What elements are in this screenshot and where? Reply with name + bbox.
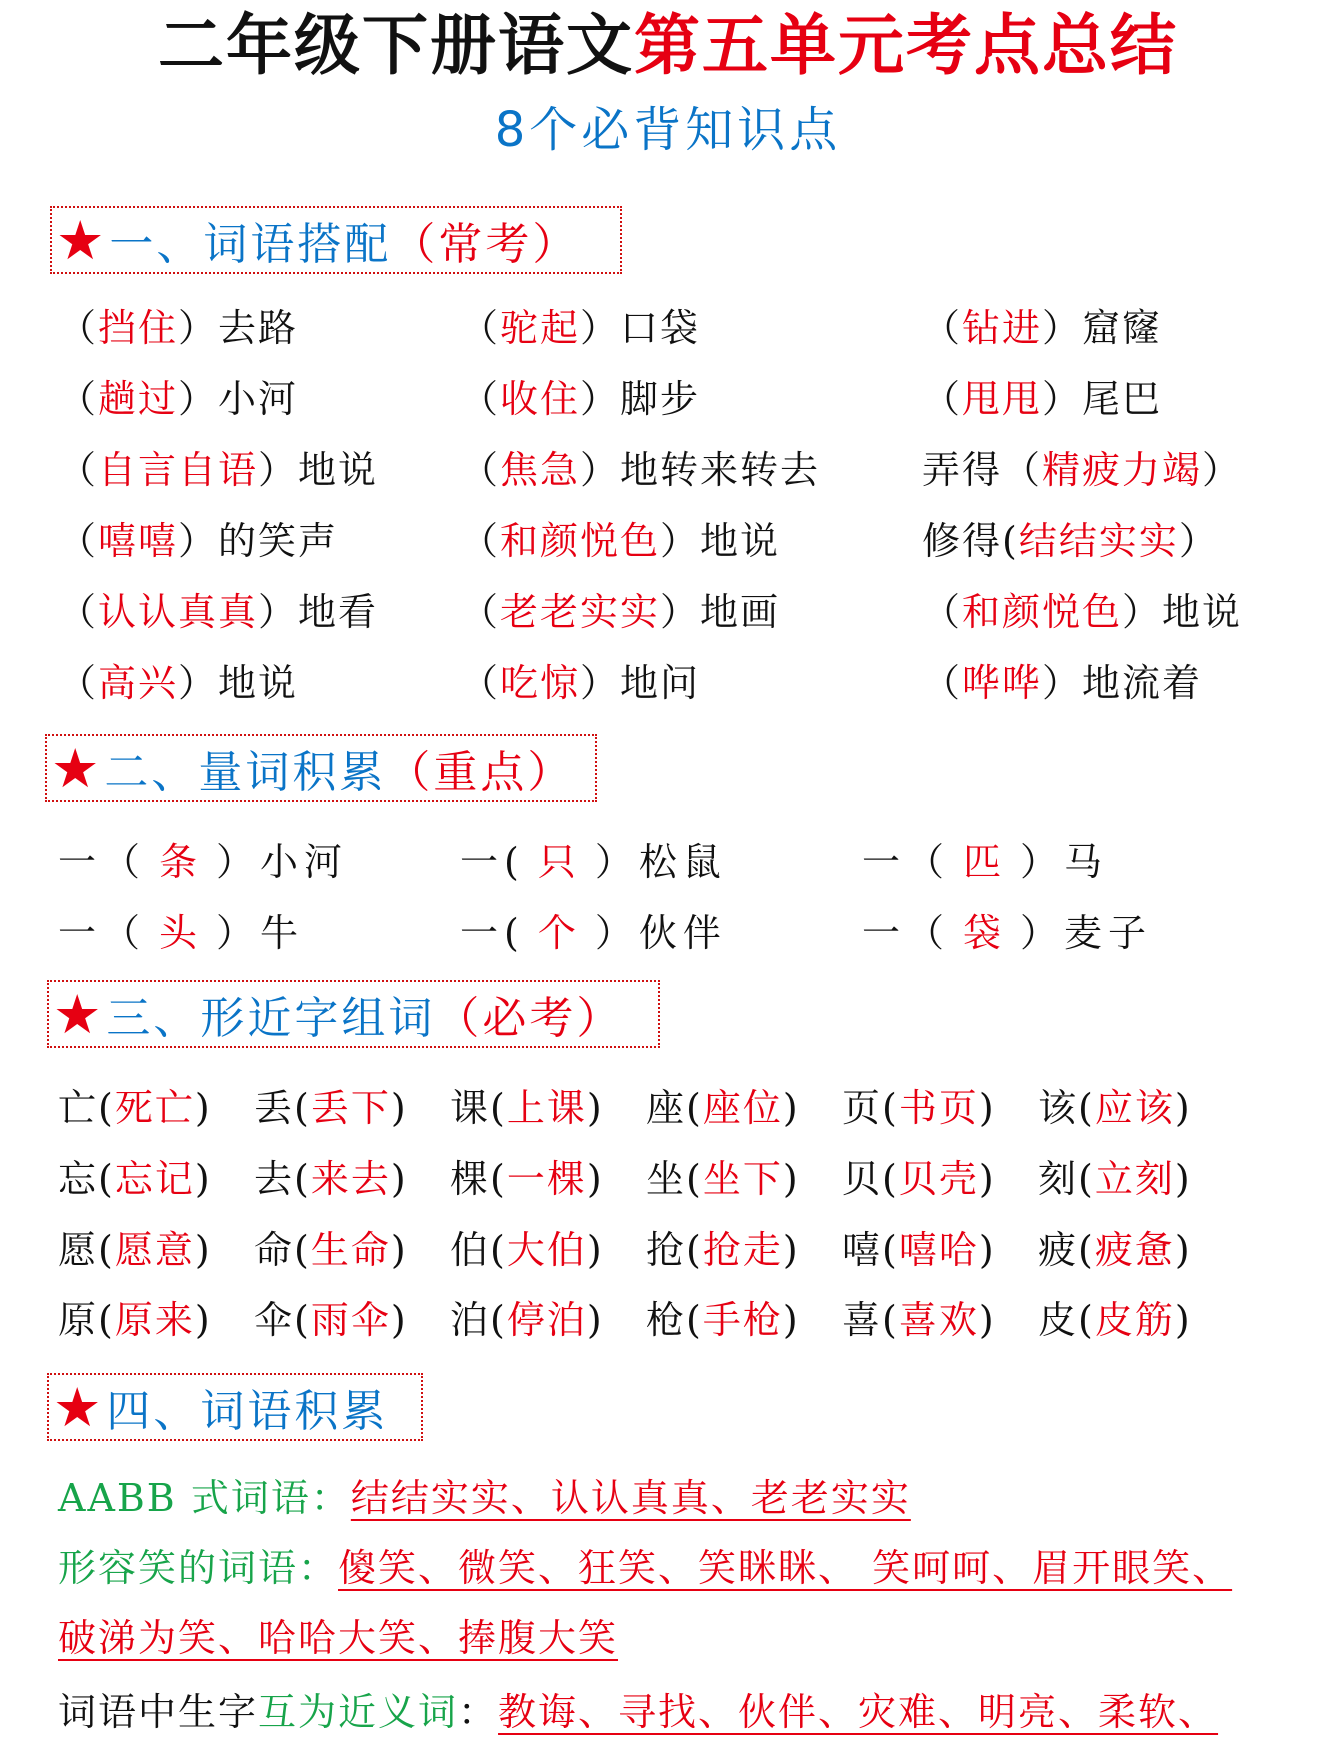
section-label: 四、词语积累 bbox=[106, 1386, 389, 1437]
collocation-prefix: （ bbox=[922, 377, 963, 421]
paren-open: ( bbox=[98, 1157, 115, 1201]
similar-char: 棵 bbox=[450, 1157, 491, 1201]
collocation-item bbox=[58, 513, 338, 569]
paren-open: ( bbox=[490, 1298, 507, 1342]
collocation-answer: 哗哗 bbox=[962, 661, 1043, 705]
similar-char-word: 座位 bbox=[702, 1086, 783, 1130]
measure-word-prefix: 一（ bbox=[862, 840, 951, 884]
collocation-suffix: ）地看 bbox=[258, 590, 379, 634]
collocation-prefix: （ bbox=[58, 661, 99, 705]
paren-close: ) bbox=[194, 1086, 212, 1130]
similar-char-word: 立刻 bbox=[1094, 1157, 1175, 1201]
collocation-prefix: （ bbox=[58, 519, 99, 563]
paren-open: ( bbox=[1078, 1157, 1095, 1201]
paren-close: ) bbox=[782, 1228, 800, 1272]
section-label: 一、词语搭配 bbox=[109, 219, 392, 270]
paren-open: ( bbox=[294, 1157, 311, 1201]
similar-char-word: 丢下 bbox=[310, 1086, 391, 1130]
collocation-prefix: （ bbox=[58, 448, 99, 492]
similar-char: 座 bbox=[646, 1086, 687, 1130]
star-icon: ★ bbox=[56, 208, 108, 272]
collocation-suffix: ）地流着 bbox=[1042, 661, 1203, 705]
similar-char: 原 bbox=[58, 1298, 99, 1342]
collocation-prefix: （ bbox=[58, 590, 99, 634]
paren-close: ) bbox=[194, 1228, 212, 1272]
vocab-aabb-line bbox=[58, 1470, 911, 1526]
collocation-item bbox=[460, 300, 700, 356]
measure-word-suffix: ）麦子 bbox=[1020, 911, 1153, 955]
measure-word-prefix: 一（ bbox=[862, 911, 951, 955]
similar-char: 忘 bbox=[58, 1157, 99, 1201]
similar-char-item bbox=[58, 1080, 212, 1136]
similar-char: 抢 bbox=[646, 1228, 687, 1272]
similar-char-item bbox=[842, 1151, 996, 1207]
measure-word-suffix: ）松鼠 bbox=[594, 840, 727, 884]
similar-char-item bbox=[450, 1151, 604, 1207]
section-heading-similar-chars bbox=[47, 980, 660, 1048]
similar-char-word: 死亡 bbox=[114, 1086, 195, 1130]
similar-char-item bbox=[646, 1080, 800, 1136]
collocation-prefix: （ bbox=[922, 306, 963, 350]
paren-open: ( bbox=[882, 1086, 899, 1130]
collocation-suffix: ） bbox=[1202, 448, 1243, 492]
collocation-item bbox=[460, 655, 700, 711]
paren-open: ( bbox=[1078, 1086, 1095, 1130]
measure-word-suffix: ）马 bbox=[1020, 840, 1109, 884]
collocation-answer: 精疲力竭 bbox=[1042, 448, 1203, 492]
section-heading-vocabulary bbox=[47, 1373, 423, 1441]
vocab-synonym-label-prefix: 词语中生字 bbox=[58, 1690, 259, 1734]
paren-close: ) bbox=[586, 1086, 604, 1130]
section-heading-measure-words bbox=[45, 734, 597, 802]
paren-close: ) bbox=[586, 1157, 604, 1201]
collocation-suffix: ）地说 bbox=[1122, 590, 1243, 634]
paren-close: ) bbox=[978, 1086, 996, 1130]
paren-open: ( bbox=[294, 1086, 311, 1130]
star-icon: ★ bbox=[53, 982, 105, 1046]
section-tag: （必考） bbox=[435, 993, 624, 1044]
measure-word-suffix: ）小河 bbox=[216, 840, 349, 884]
measure-word-answer: 个 bbox=[537, 911, 582, 955]
collocation-answer: 嘻嘻 bbox=[98, 519, 179, 563]
paren-open: ( bbox=[294, 1228, 311, 1272]
measure-word-answer: 条 bbox=[159, 840, 204, 884]
similar-char-word: 嘻哈 bbox=[898, 1228, 979, 1272]
collocation-prefix: （ bbox=[460, 306, 501, 350]
similar-char-word: 贝壳 bbox=[898, 1157, 979, 1201]
measure-word-answer: 头 bbox=[159, 911, 204, 955]
similar-char-item bbox=[254, 1151, 408, 1207]
collocation-prefix: （ bbox=[58, 306, 99, 350]
measure-word-item bbox=[862, 834, 1108, 890]
paren-close: ) bbox=[782, 1298, 800, 1342]
similar-char-word: 皮筋 bbox=[1094, 1298, 1175, 1342]
similar-char: 泊 bbox=[450, 1298, 491, 1342]
measure-word-suffix: ）牛 bbox=[216, 911, 305, 955]
section-tag: （常考） bbox=[391, 219, 580, 270]
similar-char-item bbox=[842, 1292, 996, 1348]
collocation-suffix: ）小河 bbox=[178, 377, 299, 421]
collocation-item bbox=[460, 442, 820, 498]
collocation-suffix: ）地说 bbox=[258, 448, 379, 492]
paren-close: ) bbox=[1174, 1086, 1192, 1130]
measure-word-answer: 匹 bbox=[963, 840, 1008, 884]
collocation-answer: 挡住 bbox=[98, 306, 179, 350]
collocation-suffix: ）脚步 bbox=[580, 377, 701, 421]
star-icon: ★ bbox=[53, 1375, 105, 1439]
paren-close: ) bbox=[390, 1157, 408, 1201]
similar-char: 该 bbox=[1038, 1086, 1079, 1130]
similar-char-item bbox=[646, 1151, 800, 1207]
similar-char-item bbox=[1038, 1222, 1192, 1278]
paren-open: ( bbox=[1078, 1298, 1095, 1342]
similar-char-item bbox=[1038, 1151, 1192, 1207]
collocation-prefix: （ bbox=[922, 590, 963, 634]
paren-open: ( bbox=[98, 1228, 115, 1272]
measure-word-suffix: ）伙伴 bbox=[594, 911, 727, 955]
similar-char-word: 上课 bbox=[506, 1086, 587, 1130]
similar-char-word: 原来 bbox=[114, 1298, 195, 1342]
similar-char: 亡 bbox=[58, 1086, 99, 1130]
star-icon: ★ bbox=[51, 736, 103, 800]
paren-close: ) bbox=[390, 1086, 408, 1130]
similar-char-word: 抢走 bbox=[702, 1228, 783, 1272]
similar-char-item bbox=[646, 1292, 800, 1348]
collocation-suffix: ）地画 bbox=[660, 590, 781, 634]
paren-close: ) bbox=[782, 1157, 800, 1201]
paren-open: ( bbox=[882, 1228, 899, 1272]
vocab-aabb-label: AABB 式词语： bbox=[58, 1476, 351, 1520]
measure-word-item bbox=[58, 834, 348, 890]
paren-close: ) bbox=[586, 1228, 604, 1272]
collocation-prefix: （ bbox=[58, 377, 99, 421]
collocation-item bbox=[460, 513, 780, 569]
similar-char-word: 坐下 bbox=[702, 1157, 783, 1201]
similar-char-word: 生命 bbox=[310, 1228, 391, 1272]
similar-char-item bbox=[1038, 1080, 1192, 1136]
measure-word-answer: 只 bbox=[537, 840, 582, 884]
similar-char-word: 喜欢 bbox=[898, 1298, 979, 1342]
similar-char-item bbox=[58, 1151, 212, 1207]
paren-open: ( bbox=[1078, 1228, 1095, 1272]
measure-word-answer: 袋 bbox=[963, 911, 1008, 955]
paren-close: ) bbox=[390, 1228, 408, 1272]
similar-char-word: 大伯 bbox=[506, 1228, 587, 1272]
collocation-answer: 收住 bbox=[500, 377, 581, 421]
vocab-synonym-colon: ： bbox=[458, 1690, 499, 1734]
collocation-item bbox=[460, 584, 780, 640]
measure-word-prefix: 一( bbox=[460, 911, 525, 955]
collocation-answer: 结结实实 bbox=[1018, 519, 1179, 563]
vocab-laugh-label: 形容笑的词语： bbox=[58, 1546, 339, 1590]
paren-open: ( bbox=[490, 1157, 507, 1201]
paren-open: ( bbox=[98, 1298, 115, 1342]
similar-char-item bbox=[58, 1292, 212, 1348]
collocation-item bbox=[460, 371, 700, 427]
paren-close: ) bbox=[390, 1298, 408, 1342]
paren-close: ) bbox=[1174, 1157, 1192, 1201]
similar-char-item bbox=[254, 1292, 408, 1348]
paren-close: ) bbox=[1174, 1228, 1192, 1272]
paren-open: ( bbox=[98, 1086, 115, 1130]
section-label: 二、量词积累 bbox=[104, 747, 387, 798]
similar-char-item bbox=[842, 1222, 996, 1278]
vocab-laugh-line-2 bbox=[58, 1610, 618, 1666]
paren-close: ) bbox=[586, 1298, 604, 1342]
paren-close: ) bbox=[194, 1298, 212, 1342]
collocation-item bbox=[58, 584, 378, 640]
collocation-answer: 认认真真 bbox=[98, 590, 259, 634]
collocation-item bbox=[922, 513, 1219, 569]
similar-char-item bbox=[842, 1080, 996, 1136]
collocation-suffix: ）地说 bbox=[660, 519, 781, 563]
section-label: 三、形近字组词 bbox=[106, 993, 436, 1044]
paren-close: ) bbox=[194, 1157, 212, 1201]
collocation-item bbox=[58, 442, 378, 498]
paren-close: ) bbox=[978, 1228, 996, 1272]
similar-char: 枪 bbox=[646, 1298, 687, 1342]
paren-close: ) bbox=[978, 1298, 996, 1342]
vocab-laugh-words-1: 傻笑、微笑、狂笑、笑眯眯、 笑呵呵、眉开眼笑、 bbox=[338, 1546, 1233, 1590]
collocation-answer: 和颜悦色 bbox=[962, 590, 1123, 634]
collocation-suffix: ）口袋 bbox=[580, 306, 701, 350]
collocation-answer: 老老实实 bbox=[500, 590, 661, 634]
collocation-item bbox=[58, 300, 298, 356]
measure-word-prefix: 一（ bbox=[58, 911, 147, 955]
similar-char: 嘻 bbox=[842, 1228, 883, 1272]
similar-char: 伞 bbox=[254, 1298, 295, 1342]
collocation-prefix: （ bbox=[460, 590, 501, 634]
measure-word-item bbox=[58, 905, 304, 961]
vocab-aabb-words: 结结实实、认认真真、老老实实 bbox=[350, 1476, 911, 1520]
collocation-suffix: ）窟窿 bbox=[1042, 306, 1163, 350]
similar-char: 喜 bbox=[842, 1298, 883, 1342]
paren-open: ( bbox=[490, 1228, 507, 1272]
similar-char: 坐 bbox=[646, 1157, 687, 1201]
similar-char: 丢 bbox=[254, 1086, 295, 1130]
vocab-synonym-label: 互为近义词 bbox=[258, 1690, 459, 1734]
title-part-unit: 第五单元考点总结 bbox=[634, 7, 1178, 84]
collocation-item bbox=[58, 655, 298, 711]
similar-char: 伯 bbox=[450, 1228, 491, 1272]
collocation-suffix: ）去路 bbox=[178, 306, 299, 350]
paren-close: ) bbox=[978, 1157, 996, 1201]
paren-open: ( bbox=[686, 1157, 703, 1201]
collocation-suffix: ）地转来转去 bbox=[580, 448, 821, 492]
similar-char-item bbox=[254, 1222, 408, 1278]
similar-char-item bbox=[254, 1080, 408, 1136]
similar-char: 愿 bbox=[58, 1228, 99, 1272]
collocation-prefix: 修得( bbox=[922, 519, 1019, 563]
similar-char: 疲 bbox=[1038, 1228, 1079, 1272]
collocation-prefix: （ bbox=[922, 661, 963, 705]
title-part-grade: 二年级下册语文 bbox=[158, 7, 634, 84]
collocation-item bbox=[922, 442, 1242, 498]
similar-char: 贝 bbox=[842, 1157, 883, 1201]
similar-char: 命 bbox=[254, 1228, 295, 1272]
similar-char: 去 bbox=[254, 1157, 295, 1201]
similar-char: 皮 bbox=[1038, 1298, 1079, 1342]
collocation-answer: 和颜悦色 bbox=[500, 519, 661, 563]
collocation-answer: 自言自语 bbox=[98, 448, 259, 492]
similar-char-word: 疲惫 bbox=[1094, 1228, 1175, 1272]
collocation-prefix: 弄得（ bbox=[922, 448, 1043, 492]
vocab-laugh-line bbox=[58, 1540, 1232, 1596]
similar-char: 刻 bbox=[1038, 1157, 1079, 1201]
similar-char-word: 忘记 bbox=[114, 1157, 195, 1201]
section-heading-collocation bbox=[50, 206, 622, 274]
similar-char-item bbox=[450, 1222, 604, 1278]
similar-char-word: 书页 bbox=[898, 1086, 979, 1130]
collocation-suffix: ） bbox=[1178, 519, 1219, 563]
collocation-answer: 钻进 bbox=[962, 306, 1043, 350]
collocation-suffix: ）地说 bbox=[178, 661, 299, 705]
similar-char-word: 愿意 bbox=[114, 1228, 195, 1272]
measure-word-item bbox=[460, 905, 727, 961]
similar-char-word: 停泊 bbox=[506, 1298, 587, 1342]
collocation-answer: 焦急 bbox=[500, 448, 581, 492]
section-tag: （重点） bbox=[386, 747, 575, 798]
similar-char-word: 一棵 bbox=[506, 1157, 587, 1201]
collocation-item bbox=[922, 655, 1202, 711]
similar-char: 课 bbox=[450, 1086, 491, 1130]
paren-close: ) bbox=[782, 1086, 800, 1130]
measure-word-prefix: 一( bbox=[460, 840, 525, 884]
collocation-item bbox=[922, 300, 1162, 356]
paren-open: ( bbox=[882, 1298, 899, 1342]
collocation-prefix: （ bbox=[460, 519, 501, 563]
similar-char-word: 应该 bbox=[1094, 1086, 1175, 1130]
paren-close: ) bbox=[1174, 1298, 1192, 1342]
collocation-item bbox=[922, 584, 1242, 640]
similar-char-item bbox=[58, 1222, 212, 1278]
collocation-answer: 吃惊 bbox=[500, 661, 581, 705]
collocation-suffix: ）地问 bbox=[580, 661, 701, 705]
similar-char-item bbox=[646, 1222, 800, 1278]
similar-char: 页 bbox=[842, 1086, 883, 1130]
collocation-item bbox=[58, 371, 298, 427]
vocab-synonym-words: 教诲、寻找、伙伴、灾难、明亮、柔软、 bbox=[498, 1690, 1219, 1734]
paren-open: ( bbox=[490, 1086, 507, 1130]
similar-char-word: 手枪 bbox=[702, 1298, 783, 1342]
vocab-laugh-words-2: 破涕为笑、哈哈大笑、捧腹大笑 bbox=[58, 1616, 619, 1660]
collocation-answer: 高兴 bbox=[98, 661, 179, 705]
paren-open: ( bbox=[882, 1157, 899, 1201]
page-subtitle: 8个必背知识点 bbox=[494, 102, 842, 158]
similar-char-word: 来去 bbox=[310, 1157, 391, 1201]
similar-char-item bbox=[450, 1080, 604, 1136]
paren-open: ( bbox=[686, 1298, 703, 1342]
page-title bbox=[0, 6, 1336, 86]
measure-word-prefix: 一（ bbox=[58, 840, 147, 884]
collocation-prefix: （ bbox=[460, 377, 501, 421]
collocation-answer: 甩甩 bbox=[962, 377, 1043, 421]
collocation-prefix: （ bbox=[460, 448, 501, 492]
similar-char-word: 雨伞 bbox=[310, 1298, 391, 1342]
measure-word-item bbox=[460, 834, 727, 890]
similar-char-item bbox=[450, 1292, 604, 1348]
collocation-prefix: （ bbox=[460, 661, 501, 705]
collocation-item bbox=[922, 371, 1162, 427]
paren-open: ( bbox=[686, 1228, 703, 1272]
paren-open: ( bbox=[294, 1298, 311, 1342]
measure-word-item bbox=[862, 905, 1152, 961]
similar-char-item bbox=[1038, 1292, 1192, 1348]
collocation-answer: 驼起 bbox=[500, 306, 581, 350]
collocation-answer: 趟过 bbox=[98, 377, 179, 421]
collocation-suffix: ）的笑声 bbox=[178, 519, 339, 563]
paren-open: ( bbox=[686, 1086, 703, 1130]
collocation-suffix: ）尾巴 bbox=[1042, 377, 1163, 421]
